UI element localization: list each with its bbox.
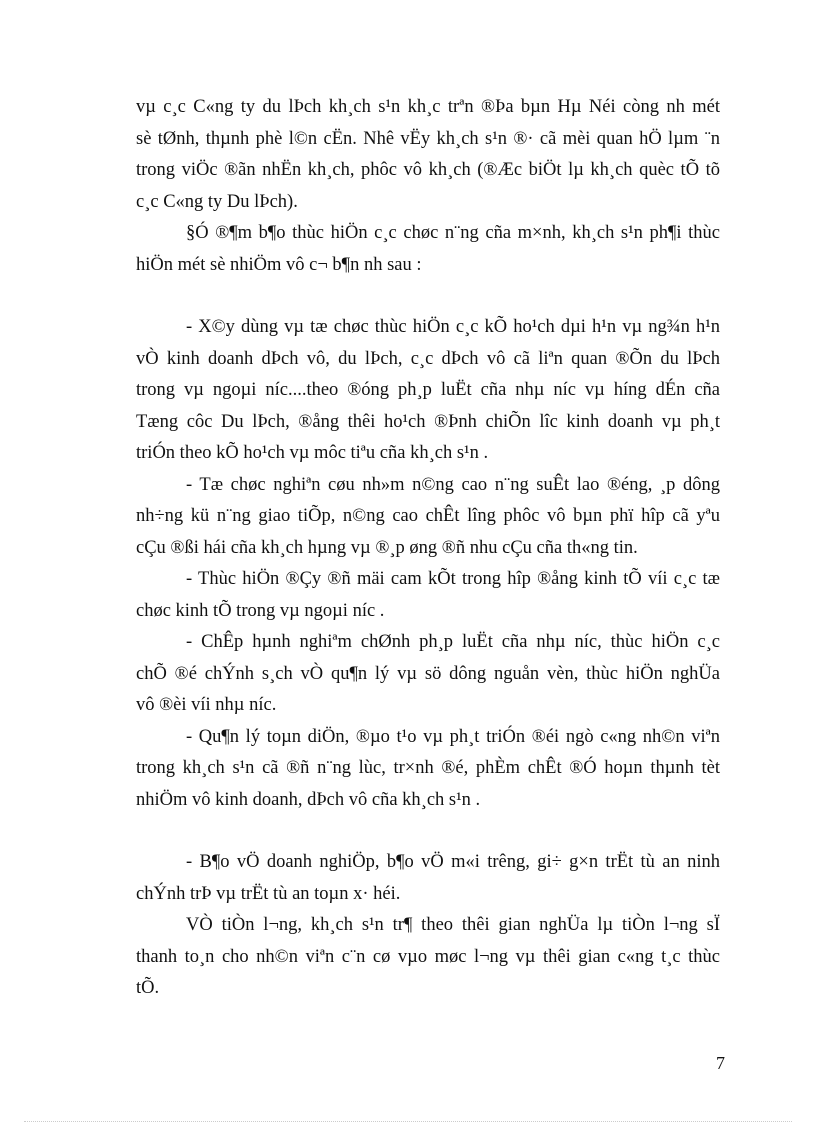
text-line: hiÖn mét sè nhiÖm vô c¬ b¶n nh sau : xyxy=(136,254,422,275)
text-line: vµ c¸c C«ng ty du lÞch kh¸ch s¹n kh¸c trªn ®Þa bµn Hµ Néi còng nh mét xyxy=(136,97,720,117)
text-line: - ChÊp hµnh nghiªm chØnh ph¸p luËt cña nhµ níc, thùc hiÖn c¸c xyxy=(186,632,720,652)
paragraph xyxy=(136,910,720,1005)
page-number: 7 xyxy=(716,1053,725,1073)
text-line: c¸c C«ng ty Du lÞch). xyxy=(136,191,298,212)
text-line: - Tæ chøc nghiªn cøu nh»m n©ng cao n¨ng suÊt lao ®éng, ¸p dông xyxy=(186,474,720,495)
paragraph-gap xyxy=(136,816,720,847)
text-line: Tæng côc Du lÞch, ®ång thêi ho¹ch ®Þnh chiÕn lîc kinh doanh vµ ph¸t xyxy=(136,411,720,432)
paragraph xyxy=(136,847,720,910)
text-line: - Qu¶n lý toµn diÖn, ®µo t¹o vµ ph¸t triÓn ®éi ngò c«ng nh©n viªn xyxy=(186,726,720,747)
text-line: trong viÖc ®ãn nhËn kh¸ch, phôc vô kh¸ch (®Æc biÖt lµ kh¸ch quèc tÕ tõ xyxy=(136,160,720,180)
text-line: VÒ tiÒn l¬ng, kh¸ch s¹n tr¶ theo thêi gian nghÜa lµ tiÒn l¬ng sÏ xyxy=(186,915,720,935)
paragraph xyxy=(136,627,720,722)
paragraph xyxy=(136,92,720,218)
text-line: chÝnh trÞ vµ trËt tù an toµn x· héi. xyxy=(136,883,401,904)
text-line: - Thùc hiÖn ®Çy ®ñ mäi cam kÕt trong hîp ®ång kinh tÕ víi c¸c tæ xyxy=(186,569,720,589)
text-line: vÒ kinh doanh dÞch vô, du lÞch, c¸c dÞch vô cã liªn quan ®Õn du lÞch xyxy=(136,348,720,369)
text-line: sè tØnh, thµnh phè l©n cËn. Nhê vËy kh¸ch s¹n ®· cã mèi quan hÖ lµm ¨n xyxy=(136,128,720,149)
paragraph xyxy=(136,470,720,565)
text-line: trong vµ ngoµi níc....theo ®óng ph¸p luËt cña nhµ níc vµ híng dÉn cña xyxy=(136,380,720,400)
text-line: chøc kinh tÕ trong vµ ngoµi níc . xyxy=(136,600,385,621)
text-line: nhiÖm vô kinh doanh, dÞch vô cña kh¸ch s¹n . xyxy=(136,789,481,810)
text-line: thanh to¸n cho nh©n viªn c¨n cø vµo møc l¬ng vµ thêi gian c«ng t¸c thùc xyxy=(136,946,720,967)
text-line: chÕ ®é chÝnh s¸ch vÒ qu¶n lý vµ sö dông nguån vèn, thùc hiÖn nghÜa xyxy=(136,663,720,684)
text-line: trong kh¸ch s¹n cã ®ñ n¨ng lùc, tr×nh ®é, phÈm chÊt ®Ó hoµn thµnh tèt xyxy=(136,758,720,778)
text-line: - X©y dùng vµ tæ chøc thùc hiÖn c¸c kÕ ho¹ch dµi h¹n vµ ng¾n h¹n xyxy=(186,317,720,337)
paragraph xyxy=(136,564,720,627)
paragraph xyxy=(136,218,720,281)
text-line: cÇu ®ßi hái cña kh¸ch hµng vµ ®¸p øng ®ñ nhu cÇu cña th«ng tin. xyxy=(136,537,638,558)
text-line: tÕ. xyxy=(136,978,160,998)
text-line: vô ®èi víi nhµ níc. xyxy=(136,695,277,715)
page-bottom-border xyxy=(24,1121,792,1122)
text-line: nh÷ng kü n¨ng giao tiÕp, n©ng cao chÊt lîng phôc vô bµn phï hîp cã yªu xyxy=(136,506,720,526)
text-line: triÓn theo kÕ ho¹ch vµ môc tiªu cña kh¸ch s¹n . xyxy=(136,443,489,463)
paragraph xyxy=(136,312,720,470)
text-line: - B¶o vÖ doanh nghiÖp, b¶o vÖ m«i trêng, gi÷ g×n trËt tù an ninh xyxy=(186,852,720,872)
paragraph-gap xyxy=(136,281,720,312)
text-line: §Ó ®¶m b¶o thùc hiÖn c¸c chøc n¨ng cña m×nh, kh¸ch s¹n ph¶i thùc xyxy=(186,223,720,243)
document-body xyxy=(136,92,720,1005)
paragraph xyxy=(136,722,720,817)
